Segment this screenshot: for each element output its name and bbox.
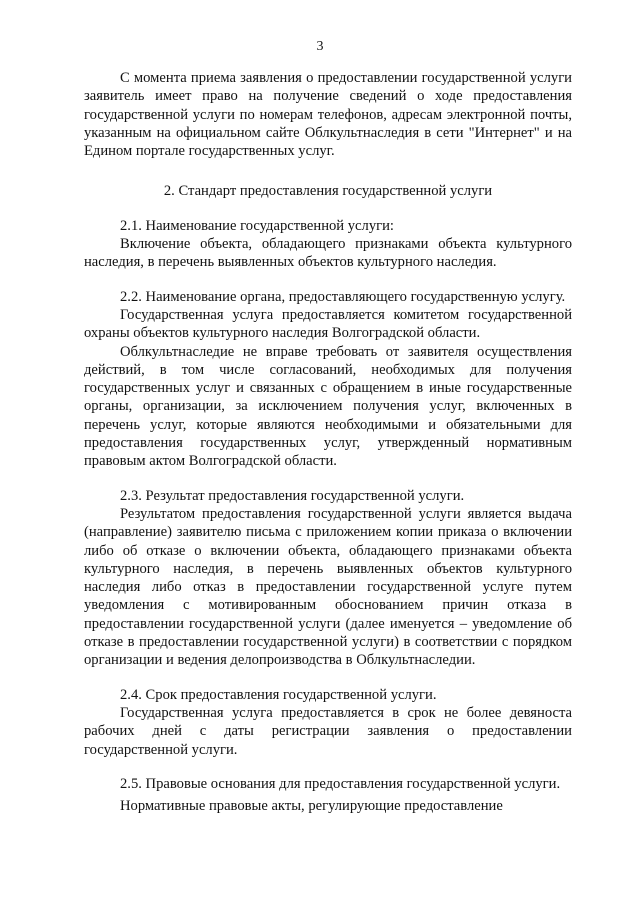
section-2-4-text: Государственная услуга предоставляется в срок не более девяноста рабочих дней с даты регистрации заявления о предоставлении государственной услуги. [84,704,572,758]
section-2-2-heading: 2.2. Наименование органа, предоставляющего государственную услугу. [120,288,566,305]
section-2-1-heading: 2.1. Наименование государственной услуги: [120,217,394,234]
section-2-3-heading: 2.3. Результат предоставления государственной услуги. [120,487,465,504]
page-number: 3 [316,39,324,54]
section-2-1-text: Включение объекта, обладающего признаками объекта культурного наследия, в перечень выявленных объектов культурного наследия. [84,236,572,271]
section-2-title: 2. Стандарт предоставления государственной услуги [163,183,493,200]
section-2-3-text: Результатом предоставления государственной услуги является выдача (направление) заявителю письма с приложением копии приказа о включении либо об отказе о включении объекта, обладающего признаками объекта культурного наследия, в перечень выявленных объектов культурного наследия либо отказ в предоставлении государственной услуге путем уведомления с мотивированным обоснованием причин отказа в предоставлении государственной услуги (далее именуется – уведомление об отказе в предоставлении государственной услуги) в соответствии с порядком организации и ведения делопроизводства в Облкультнаследии. [84,505,572,669]
section-2-2-text-2: Облкультнаследие не вправе требовать от заявителя осуществления действий, в том числе согласований, необходимых для получения государственных услуг и связанных с обращением в иные государственные органы, организации, за исключением получения услуг, включенных в перечень услуг, которые являются необходимыми и обязательными для предоставления государственных услуг, утвержденный нормативным правовым актом Волгоградской области. [84,343,572,470]
section-2-5-heading: 2.5. Правовые основания для предоставления государственной услуги. [120,775,561,792]
document-body [84,69,572,815]
section-2-2-text-1: Государственная услуга предоставляется комитетом государственной охраны объектов культурного наследия Волгоградской области. [84,306,572,342]
section-2-4-heading: 2.4. Срок предоставления государственной услуги. [120,686,437,703]
intro-paragraph: С момента приема заявления о предоставлении государственной услуги заявитель имеет право на получение сведений о ходе предоставления государственной услуги по номерам телефонов, адресам электронной почты, указанным на официальном сайте Облкультнаследия в сети "Интернет" и на Едином портале государственных услуг. [84,70,572,160]
section-2-5-text: Нормативные правовые акты, регулирующие предоставление [120,798,503,815]
